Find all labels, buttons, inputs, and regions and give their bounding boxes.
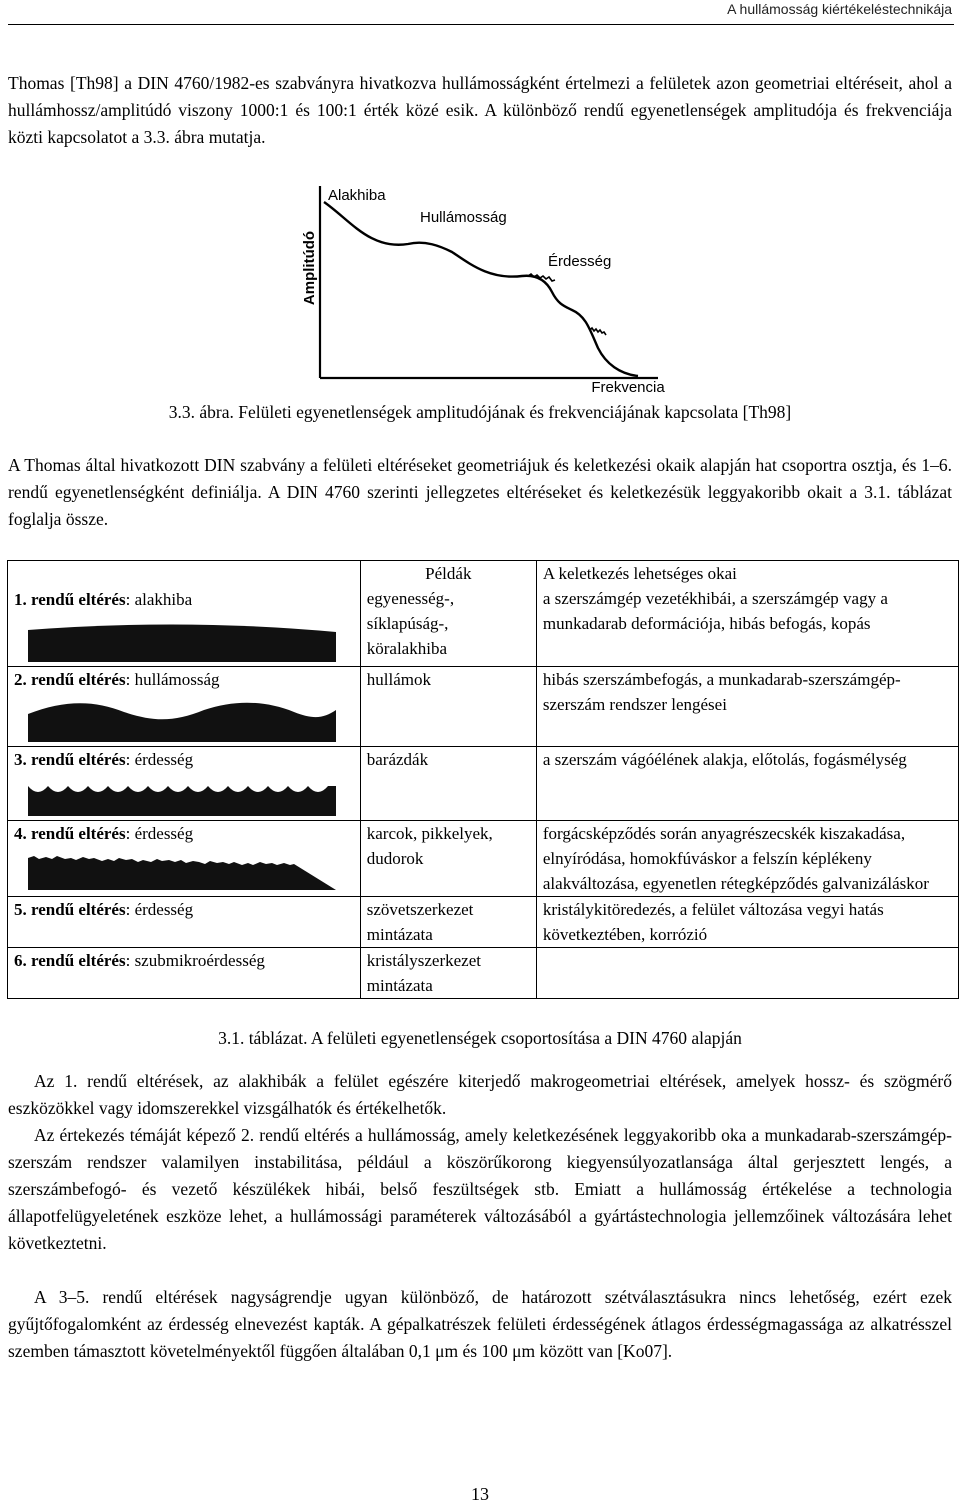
table-cell xyxy=(536,948,958,999)
row-examples: hullámok xyxy=(366,670,431,689)
table-cell xyxy=(536,667,958,747)
page-number: 13 xyxy=(471,1484,489,1504)
table-cell xyxy=(8,948,361,999)
table-row xyxy=(8,747,959,821)
table-cell xyxy=(536,561,958,667)
table-cell xyxy=(536,897,958,948)
table-cell xyxy=(360,948,536,999)
table-cell xyxy=(8,821,361,897)
row-type: : hullámosság xyxy=(125,670,220,689)
row-causes: forgácsképződés során anyagrészecskék kiszakadása, elnyíródása, homokfúváskor a felszín képlékeny alakváltozása, egyenetlen rétegképződés galvanizáláskor xyxy=(542,824,929,893)
label-hullamossag: Hullámosság xyxy=(420,209,507,226)
row-type: : érdesség xyxy=(125,750,194,769)
row-type: : érdesség xyxy=(125,900,194,919)
row-causes: a szerszám vágóélének alakja, előtolás, fogásmélység xyxy=(542,750,907,769)
row-number: 2. rendű eltérés xyxy=(14,670,126,689)
row-number: 3. rendű eltérés xyxy=(14,750,126,769)
row-examples: karcok, pikkelyek, dudorok xyxy=(366,824,493,868)
paragraph-intro: Thomas [Th98] a DIN 4760/1982-es szabványra hivatkozva hullámosságként értelmezi a felületek azon geometriai eltéréseit, ahol a hullámhossz/amplitúdó viszony 1000:1 és 100:1 érték közé esik. A különböző rendű egyenetlenségek amplitudója és frekvenciája közti kapcsolatot a 3.3. ábra mutatja. xyxy=(8,73,952,147)
row-number: 1. rendű eltérés xyxy=(14,590,126,609)
col-header-causes: A keletkezés lehetséges okai xyxy=(542,564,737,583)
table-cell xyxy=(536,747,958,821)
din-4760-table xyxy=(7,560,959,999)
row-examples: barázdák xyxy=(366,750,429,769)
row-number: 6. rendű eltérés xyxy=(14,951,126,970)
row-causes: hibás szerszámbefogás, a munkadarab-szerszámgép-szerszám rendszer lengései xyxy=(542,670,901,714)
table-cell xyxy=(360,821,536,897)
profile-alakhiba xyxy=(24,616,340,662)
table-cell xyxy=(8,747,361,821)
row-examples: kristályszerkezet mintázata xyxy=(366,951,481,995)
table-cell xyxy=(8,667,361,747)
row-causes: kristálykitöredezés, a felület változása vegyi hatás következtében, korrózió xyxy=(542,900,884,944)
table-row xyxy=(8,667,959,747)
table-cell xyxy=(8,897,361,948)
row-type: : érdesség xyxy=(125,824,194,843)
profile-erdesseg-karcok xyxy=(24,850,340,890)
row-examples: szövetszerkezet mintázata xyxy=(366,900,474,944)
row-number: 5. rendű eltérés xyxy=(14,900,126,919)
row-causes: a szerszámgép vezetékhibái, a szerszámgép vagy a munkadarab deformációja, hibás befogás, kopás xyxy=(542,589,888,633)
row-examples: egyenesség-, síklapúság-, köralakhiba xyxy=(366,589,455,658)
label-alakhiba: Alakhiba xyxy=(328,187,386,204)
table-caption: 3.1. táblázat. A felületi egyenetlenségek csoportosítása a DIN 4760 alapján xyxy=(218,1028,742,1048)
label-erdesseg: Érdesség xyxy=(548,253,612,270)
table-cell xyxy=(360,561,536,667)
table-cell xyxy=(8,561,361,667)
table-cell xyxy=(360,747,536,821)
table-cell xyxy=(536,821,958,897)
row-number: 4. rendű eltérés xyxy=(14,824,126,843)
table-cell xyxy=(360,897,536,948)
table-row xyxy=(8,821,959,897)
paragraph-erdesseg: A 3–5. rendű eltérések nagyságrendje ugyan különböző, de határozott szétválasztásukra nincs lehetőség, ezért ezek gyűjtőfogalomként az érdesség elnevezést kapták. A gépalkatrészek felületi érdességének átlagos érdességmagassága az alkatrésszel szemben támasztott követelményektől függően általában 0,1 μm és 100 μm között van [Ko07]. xyxy=(8,1287,952,1361)
profile-erdesseg-barazdak xyxy=(24,776,340,816)
header-rule xyxy=(8,24,954,25)
running-header: A hullámosság kiértékeléstechnikája xyxy=(727,1,952,17)
amplitude-frequency-figure xyxy=(290,180,670,396)
paragraph-din: A Thomas által hivatkozott DIN szabvány a felületi eltéréseket geometriájuk és keletkezési okaik alapján hat csoportra osztja, és 1–6. rendű egyenetlenségként definiálja. A DIN 4760 szerinti jellegzetes eltéréseket és keletkezésük leggyakoribb okait a 3.1. táblázat foglalja össze. xyxy=(8,455,952,529)
table-row xyxy=(8,948,959,999)
row-type: : alakhiba xyxy=(125,590,193,609)
table-cell xyxy=(360,667,536,747)
row-type: : szubmikroérdesség xyxy=(125,951,265,970)
table-row xyxy=(8,561,959,667)
table-row xyxy=(8,897,959,948)
paragraph-hullamossag: Az értekezés témáját képező 2. rendű eltérés a hullámosság, amely keletkezésének leggyakoribb oka a munkadarab-szerszámgép-szerszám rendszer valamilyen instabilitása, például a köszörűkorong kiegyensúlyozatlansága által gerjesztett lengés, a szerszámbefogó- és vezető készülékek hibái, belső feszültségek stb. Emiatt a hullámosság értékelése a technologia állapotfelügyeletének eszköze lehet, a hullámossági paraméterek változásából a gyártástechnologia jellemzőinek változására lehet következtetni. xyxy=(8,1125,952,1253)
col-header-examples: Példák xyxy=(425,564,472,583)
paragraph-alakhiba: Az 1. rendű eltérések, az alakhibák a felület egészére kiterjedő makrogeometriai eltérések, amelyek hossz- és szögmérő eszközökkel vagy idomszerekkel vizsgálhatók és értékelhetők. xyxy=(8,1071,952,1118)
amplitude-curve xyxy=(324,202,638,376)
y-axis-label: Amplitúdó xyxy=(301,230,318,306)
x-axis-label: Frekvencia xyxy=(591,379,665,396)
figure-caption: 3.3. ábra. Felületi egyenetlenségek amplitudójának és frekvenciájának kapcsolata [Th98] xyxy=(168,402,792,422)
profile-hullamossag xyxy=(24,696,340,742)
